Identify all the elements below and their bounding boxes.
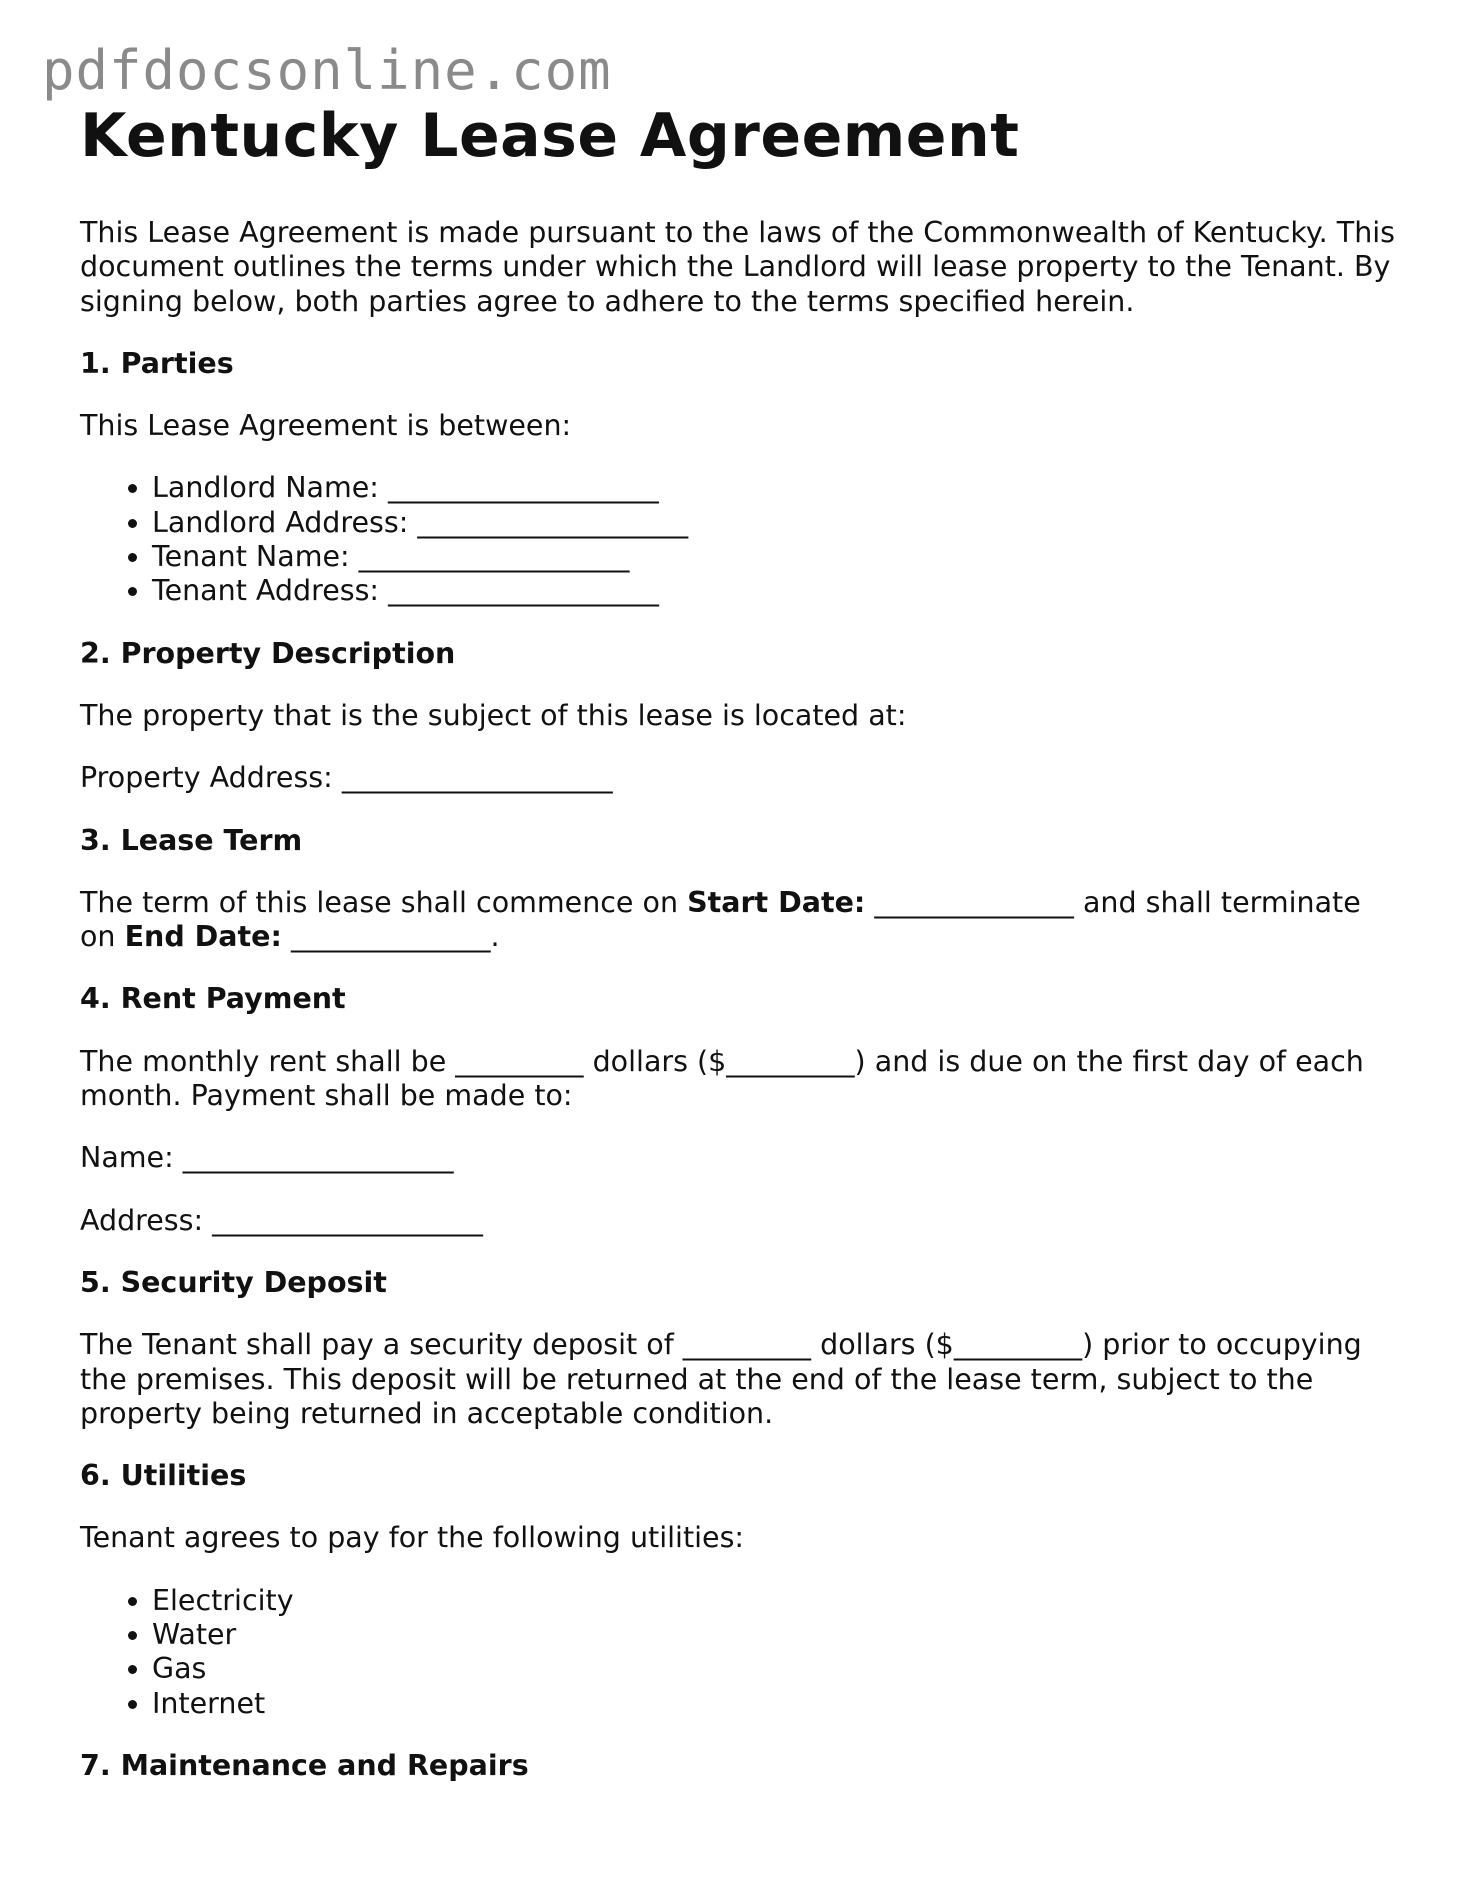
rent-text: The monthly rent shall be _________ dollars ($_________) and is due on the first day of each month. Payment shall be made to:	[80, 1044, 1364, 1113]
section-heading-utilities: 6. Utilities	[80, 1459, 247, 1493]
deposit-text: The Tenant shall pay a security deposit of _________ dollars ($_________) prior to occupying the premises. This deposit will be returned at the end of the lease term, subject to the property being returned in acceptable condition.	[80, 1328, 1362, 1430]
list-item: • Tenant Address: ___________________	[152, 574, 1400, 608]
list-item: • Tenant Name: ___________________	[152, 540, 1400, 574]
term-suffix: ______________.	[281, 920, 500, 954]
document-page	[80, 100, 1400, 1783]
section-heading-deposit: 5. Security Deposit	[80, 1265, 387, 1299]
section-heading-parties: 1. Parties	[80, 346, 234, 380]
property-address-field: Property Address: ___________________	[80, 761, 613, 795]
utilities-text: Tenant agrees to pay for the following utilities:	[80, 1521, 745, 1555]
list-item: • Water	[152, 1618, 1400, 1652]
payee-name-field: Name: ___________________	[80, 1141, 454, 1175]
list-item: • Landlord Name: ___________________	[152, 471, 1400, 505]
list-item: • Gas	[152, 1652, 1400, 1686]
property-text: The property that is the subject of this lease is located at:	[80, 698, 907, 732]
term-text	[80, 886, 1400, 955]
start-date-label: Start Date:	[687, 885, 866, 919]
end-date-label: End Date:	[124, 920, 282, 954]
page-title: Kentucky Lease Agreement	[80, 101, 1020, 171]
watermark: pdfdocsonline.com	[42, 39, 612, 102]
list-item: • Internet	[152, 1687, 1400, 1721]
section-heading-rent: 4. Rent Payment	[80, 982, 346, 1016]
list-item: • Landlord Address: ___________________	[152, 506, 1400, 540]
term-prefix: The term of this lease shall commence on	[80, 885, 688, 919]
section-heading-property: 2. Property Description	[80, 636, 456, 670]
section-heading-maintenance: 7. Maintenance and Repairs	[80, 1748, 529, 1782]
intro-paragraph: This Lease Agreement is made pursuant to the laws of the Commonwealth of Kentucky. This document outlines the terms under which the Landlord will lease property to the Tenant. By signing below, both parties agree to adhere to the terms specified herein.	[80, 216, 1396, 318]
term-middle: ______________ and shall terminate on	[80, 885, 1361, 954]
section-heading-term: 3. Lease Term	[80, 823, 303, 857]
utilities-list	[80, 1584, 1400, 1721]
list-item: • Electricity	[152, 1584, 1400, 1618]
parties-list	[80, 471, 1400, 608]
parties-text: This Lease Agreement is between:	[80, 409, 572, 443]
payee-address-field: Address: ___________________	[80, 1203, 483, 1237]
